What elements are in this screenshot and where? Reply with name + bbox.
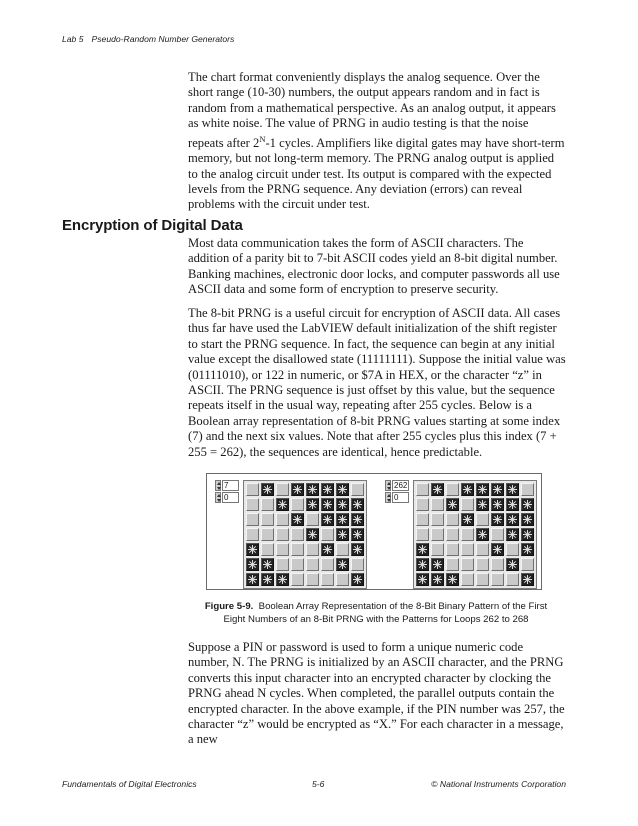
boolean-led-off[interactable] <box>276 513 289 526</box>
boolean-led-off[interactable] <box>476 513 489 526</box>
boolean-led-on[interactable] <box>476 528 489 541</box>
boolean-led-off[interactable] <box>336 573 349 586</box>
boolean-led-on[interactable] <box>351 513 364 526</box>
boolean-led-on[interactable] <box>521 528 534 541</box>
boolean-led-off[interactable] <box>416 513 429 526</box>
boolean-led-on[interactable] <box>321 543 334 556</box>
boolean-led-on[interactable] <box>336 483 349 496</box>
boolean-led-off[interactable] <box>351 558 364 571</box>
boolean-led-on[interactable] <box>261 483 274 496</box>
boolean-led-on[interactable] <box>261 558 274 571</box>
boolean-led-off[interactable] <box>246 498 259 511</box>
boolean-led-off[interactable] <box>446 528 459 541</box>
boolean-led-on[interactable] <box>351 543 364 556</box>
boolean-led-on[interactable] <box>351 498 364 511</box>
boolean-led-off[interactable] <box>261 513 274 526</box>
figure-label: Figure 5-9. <box>204 601 254 612</box>
boolean-led-on[interactable] <box>491 498 504 511</box>
boolean-led-on[interactable] <box>321 483 334 496</box>
boolean-led-on[interactable] <box>506 528 519 541</box>
boolean-led-off[interactable] <box>461 573 474 586</box>
boolean-led-off[interactable] <box>491 558 504 571</box>
boolean-led-off[interactable] <box>506 543 519 556</box>
boolean-led-on[interactable] <box>461 483 474 496</box>
footer-page-number: 5-6 <box>312 779 325 789</box>
boolean-led-on[interactable] <box>336 558 349 571</box>
footer-left: Fundamentals of Digital Electronics <box>62 779 197 789</box>
section-heading: Encryption of Digital Data <box>62 217 243 234</box>
boolean-led-off[interactable] <box>291 573 304 586</box>
boolean-led-on[interactable] <box>521 543 534 556</box>
boolean-led-on[interactable] <box>416 573 429 586</box>
boolean-led-off[interactable] <box>416 483 429 496</box>
boolean-led-off[interactable] <box>431 498 444 511</box>
boolean-led-off[interactable] <box>476 573 489 586</box>
boolean-led-off[interactable] <box>321 558 334 571</box>
boolean-led-off[interactable] <box>246 513 259 526</box>
boolean-led-off[interactable] <box>476 543 489 556</box>
intro-text-a: The chart format conveniently displays the analog sequence. Over the short range (10-30) numbers, the output appears random and in fact is random from a mathematical perspective. As an analog output, it appears as white noise. The value of PRNG in audio testing is that the noise repeats after 2 <box>188 70 556 150</box>
boolean-led-on[interactable] <box>521 498 534 511</box>
boolean-led-on[interactable] <box>521 573 534 586</box>
boolean-led-off[interactable] <box>431 543 444 556</box>
boolean-led-on[interactable] <box>506 498 519 511</box>
boolean-led-off[interactable] <box>306 513 319 526</box>
boolean-led-on[interactable] <box>276 498 289 511</box>
intro-text-b: -1 cycles. Amplifiers like digital gates may have short-term memory, but not long-term memory. The PRNG analog output is applied to the analog circuit under test. Its output is compared with the expected levels from the PRNG sequence. Any deviation (errors) can reveal problems with the circuit under test. <box>188 135 565 212</box>
row-index-display[interactable]: 7 <box>222 480 239 491</box>
boolean-led-off[interactable] <box>246 528 259 541</box>
boolean-led-off[interactable] <box>461 543 474 556</box>
boolean-led-off[interactable] <box>321 528 334 541</box>
paragraph-ascii: Most data communication takes the form of ASCII characters. The addition of a parity bit to 7-bit ASCII codes yield an 8-bit digital number. Banking machines, electronic door locks, and computer passwords all use ASCII data and some form of encryption to preserve security. <box>188 236 560 297</box>
boolean-led-on[interactable] <box>506 558 519 571</box>
boolean-led-off[interactable] <box>416 498 429 511</box>
boolean-led-on[interactable] <box>461 513 474 526</box>
boolean-led-on[interactable] <box>291 483 304 496</box>
boolean-led-off[interactable] <box>336 543 349 556</box>
boolean-led-on[interactable] <box>446 573 459 586</box>
boolean-led-on[interactable] <box>291 513 304 526</box>
boolean-led-off[interactable] <box>246 483 259 496</box>
boolean-led-on[interactable] <box>506 513 519 526</box>
boolean-led-on[interactable] <box>276 573 289 586</box>
row-index-display[interactable]: 262 <box>394 481 408 490</box>
boolean-led-off[interactable] <box>461 528 474 541</box>
paragraph-pin: Suppose a PIN or password is used to form a unique numeric code number, N. The PRNG is initialized by an ASCII character, and the PRNG converts this input character into an encrypted character by clocking the PRNG ahead N cycles. When completed, the parallel outputs contain the encrypted character. In the above example, if the PIN number was 257, the character “z” would be encrypted as “X.” For each character in a message, a new <box>188 640 565 747</box>
boolean-led-on[interactable] <box>336 498 349 511</box>
boolean-array-grid <box>243 480 367 589</box>
boolean-led-off[interactable] <box>446 558 459 571</box>
boolean-led-off[interactable] <box>321 573 334 586</box>
boolean-led-off[interactable] <box>446 513 459 526</box>
boolean-led-off[interactable] <box>461 498 474 511</box>
boolean-array-grid <box>413 480 537 589</box>
boolean-led-off[interactable] <box>276 483 289 496</box>
boolean-led-off[interactable] <box>431 528 444 541</box>
boolean-led-off[interactable] <box>431 513 444 526</box>
boolean-led-off[interactable] <box>521 483 534 496</box>
boolean-led-on[interactable] <box>321 498 334 511</box>
boolean-led-on[interactable] <box>431 483 444 496</box>
boolean-led-on[interactable] <box>476 483 489 496</box>
boolean-led-off[interactable] <box>306 543 319 556</box>
paragraph-prng-encryption: The 8-bit PRNG is a useful circuit for encryption of ASCII data. All cases thus far have used the LabVIEW default initialization of the shift register to start the PRNG sequence. In fact, the sequence can begin at any initial value except the disallowed state (11111111). Suppose the initial value was (01111010), or 122 in numeric, or $7A in HEX, or the character “z” in ASCII. The PRNG sequence is just offset by this value, but the sequence repeats itself in the usual way, repeating after 255 cycles. Below is a Boolean array representation of 8-bit PRNG values starting at some index (7) and the next six values. Note that after 255 cycles plus this index (7 + 255 = 262), the sequences are identical, hence predictable. <box>188 306 566 459</box>
intro-superscript: N <box>259 133 266 144</box>
boolean-led-off[interactable] <box>276 528 289 541</box>
boolean-led-on[interactable] <box>521 513 534 526</box>
boolean-led-off[interactable] <box>306 558 319 571</box>
increment-arrows-icon[interactable] <box>215 492 221 503</box>
boolean-led-on[interactable] <box>416 543 429 556</box>
figure-caption-text: Boolean Array Representation of the 8-Bit Binary Pattern of the First Eight Numbers of an 8-Bit PRNG with the Patterns for Loops 262 to 268 <box>223 601 548 625</box>
boolean-led-on[interactable] <box>491 513 504 526</box>
boolean-led-off[interactable] <box>261 498 274 511</box>
boolean-led-on[interactable] <box>336 528 349 541</box>
boolean-led-off[interactable] <box>446 543 459 556</box>
boolean-led-on[interactable] <box>261 573 274 586</box>
boolean-led-on[interactable] <box>446 498 459 511</box>
col-index-display[interactable]: 0 <box>392 492 409 503</box>
boolean-led-off[interactable] <box>351 483 364 496</box>
boolean-led-on[interactable] <box>321 513 334 526</box>
boolean-led-on[interactable] <box>306 483 319 496</box>
boolean-led-off[interactable] <box>476 558 489 571</box>
boolean-led-off[interactable] <box>416 528 429 541</box>
boolean-led-off[interactable] <box>261 543 274 556</box>
boolean-led-on[interactable] <box>506 483 519 496</box>
boolean-led-off[interactable] <box>521 558 534 571</box>
increment-arrows-icon[interactable] <box>385 480 391 491</box>
boolean-led-on[interactable] <box>431 558 444 571</box>
boolean-led-on[interactable] <box>306 528 319 541</box>
increment-arrows-icon[interactable] <box>215 480 221 491</box>
boolean-led-on[interactable] <box>246 543 259 556</box>
boolean-led-off[interactable] <box>276 543 289 556</box>
header-title: Pseudo-Random Number Generators <box>91 34 235 44</box>
col-index-display[interactable]: 0 <box>222 492 239 503</box>
header-lab: Lab 5 <box>62 34 84 44</box>
footer-right: © National Instruments Corporation <box>431 779 566 789</box>
boolean-led-on[interactable] <box>491 543 504 556</box>
boolean-led-on[interactable] <box>431 573 444 586</box>
increment-arrows-icon[interactable] <box>385 492 391 503</box>
boolean-led-on[interactable] <box>246 558 259 571</box>
intro-paragraph <box>188 70 566 213</box>
boolean-led-off[interactable] <box>291 498 304 511</box>
boolean-led-on[interactable] <box>246 573 259 586</box>
boolean-led-on[interactable] <box>491 483 504 496</box>
boolean-led-off[interactable] <box>446 483 459 496</box>
boolean-led-off[interactable] <box>291 528 304 541</box>
boolean-led-off[interactable] <box>291 543 304 556</box>
boolean-led-off[interactable] <box>276 558 289 571</box>
boolean-led-on[interactable] <box>416 558 429 571</box>
boolean-led-off[interactable] <box>491 528 504 541</box>
boolean-led-off[interactable] <box>461 558 474 571</box>
figure-caption <box>195 601 557 626</box>
running-header <box>62 34 234 44</box>
boolean-led-off[interactable] <box>306 573 319 586</box>
boolean-led-off[interactable] <box>506 573 519 586</box>
boolean-led-on[interactable] <box>476 498 489 511</box>
boolean-led-on[interactable] <box>351 528 364 541</box>
boolean-led-on[interactable] <box>306 498 319 511</box>
boolean-led-on[interactable] <box>351 573 364 586</box>
boolean-led-off[interactable] <box>491 573 504 586</box>
boolean-led-off[interactable] <box>291 558 304 571</box>
boolean-led-on[interactable] <box>336 513 349 526</box>
figure-frame <box>206 473 542 590</box>
boolean-led-off[interactable] <box>261 528 274 541</box>
